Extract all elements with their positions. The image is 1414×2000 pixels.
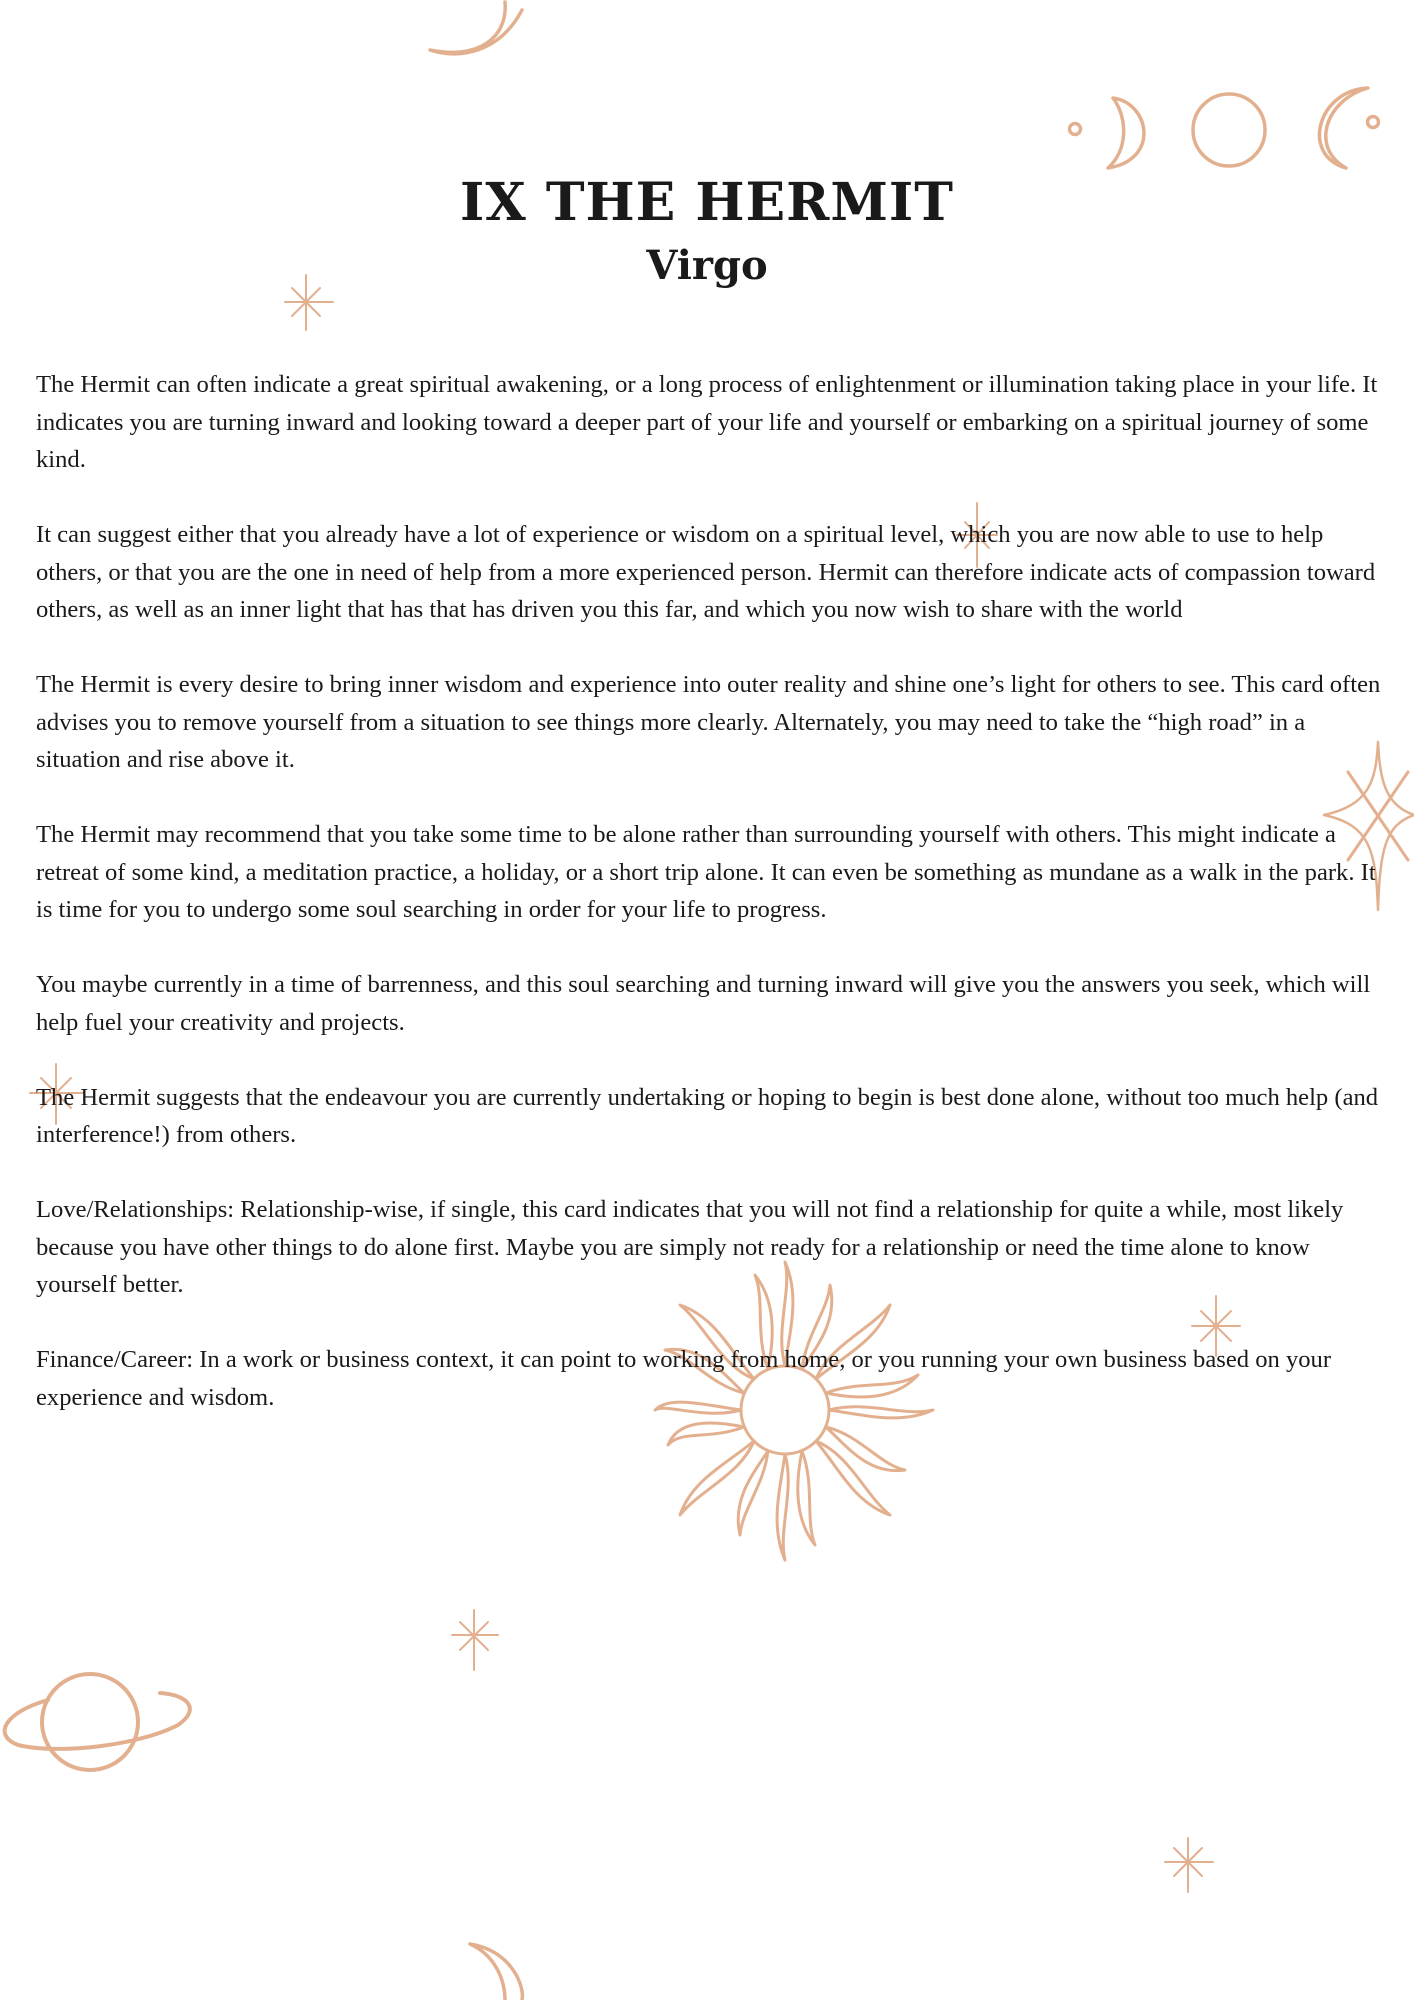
page-title: IX THE HERMIT [460,172,954,233]
paragraph-finance: Finance/Career: In a work or business context, it can point to working from home, or you running your own business based on your experience and wisdom. [36,1346,1332,1411]
page-subtitle: Virgo [646,242,768,289]
crescent-moon-icon [470,1944,522,2000]
crescent-moon-icon [430,2,522,54]
planet-icon [5,1674,190,1770]
sparkle-icon [452,1610,498,1670]
sparkle-icon [1165,1838,1213,1892]
paragraph: The Hermit suggests that the endeavour you are currently undertaking or hoping to begin is best done alone, without too much help (and interference!) from others. [36,1083,1379,1148]
card-description [36,366,1382,1454]
moon-phases-icon [1070,88,1379,168]
paragraph: The Hermit is every desire to bring inner wisdom and experience into outer reality and shine one’s light for others to see. This card often advises you to remove yourself from a situation to see things more clearly. Alternately, you may need to take the “high road” in a situation and rise above it. [36,671,1381,773]
paragraph-love: Love/Relationships: Relationship-wise, if single, this card indicates that you will not find a relationship for quite a while, most likely because you have other things to do alone first. Maybe you are simply not ready for a relationship or need the time alone to know yourself better. [36,1196,1344,1298]
paragraph: The Hermit can often indicate a great spiritual awakening, or a long process of enlightenment or illumination taking place in your life. It indicates you are turning inward and looking toward a deeper part of your life and yourself or embarking on a spiritual journey of some kind. [36,371,1378,473]
paragraph: It can suggest either that you already have a lot of experience or wisdom on a spiritual level, which you are now able to use to help others, or that you are the one in need of help from a more experienced person. Hermit can therefore indicate acts of compassion toward others, as well as an inner light that has that has driven you this far, and which you now wish to share with the world [36,521,1376,623]
paragraph: The Hermit may recommend that you take some time to be alone rather than surrounding yourself with others. This might indicate a retreat of some kind, a meditation practice, a holiday, or a short trip alone. It can even be something as mundane as a walk in the park. It is time for you to undergo some soul searching in order for your life to progress. [36,821,1376,923]
paragraph: You maybe currently in a time of barrenness, and this soul searching and turning inward will give you the answers you seek, which will help fuel your creativity and projects. [36,971,1371,1036]
